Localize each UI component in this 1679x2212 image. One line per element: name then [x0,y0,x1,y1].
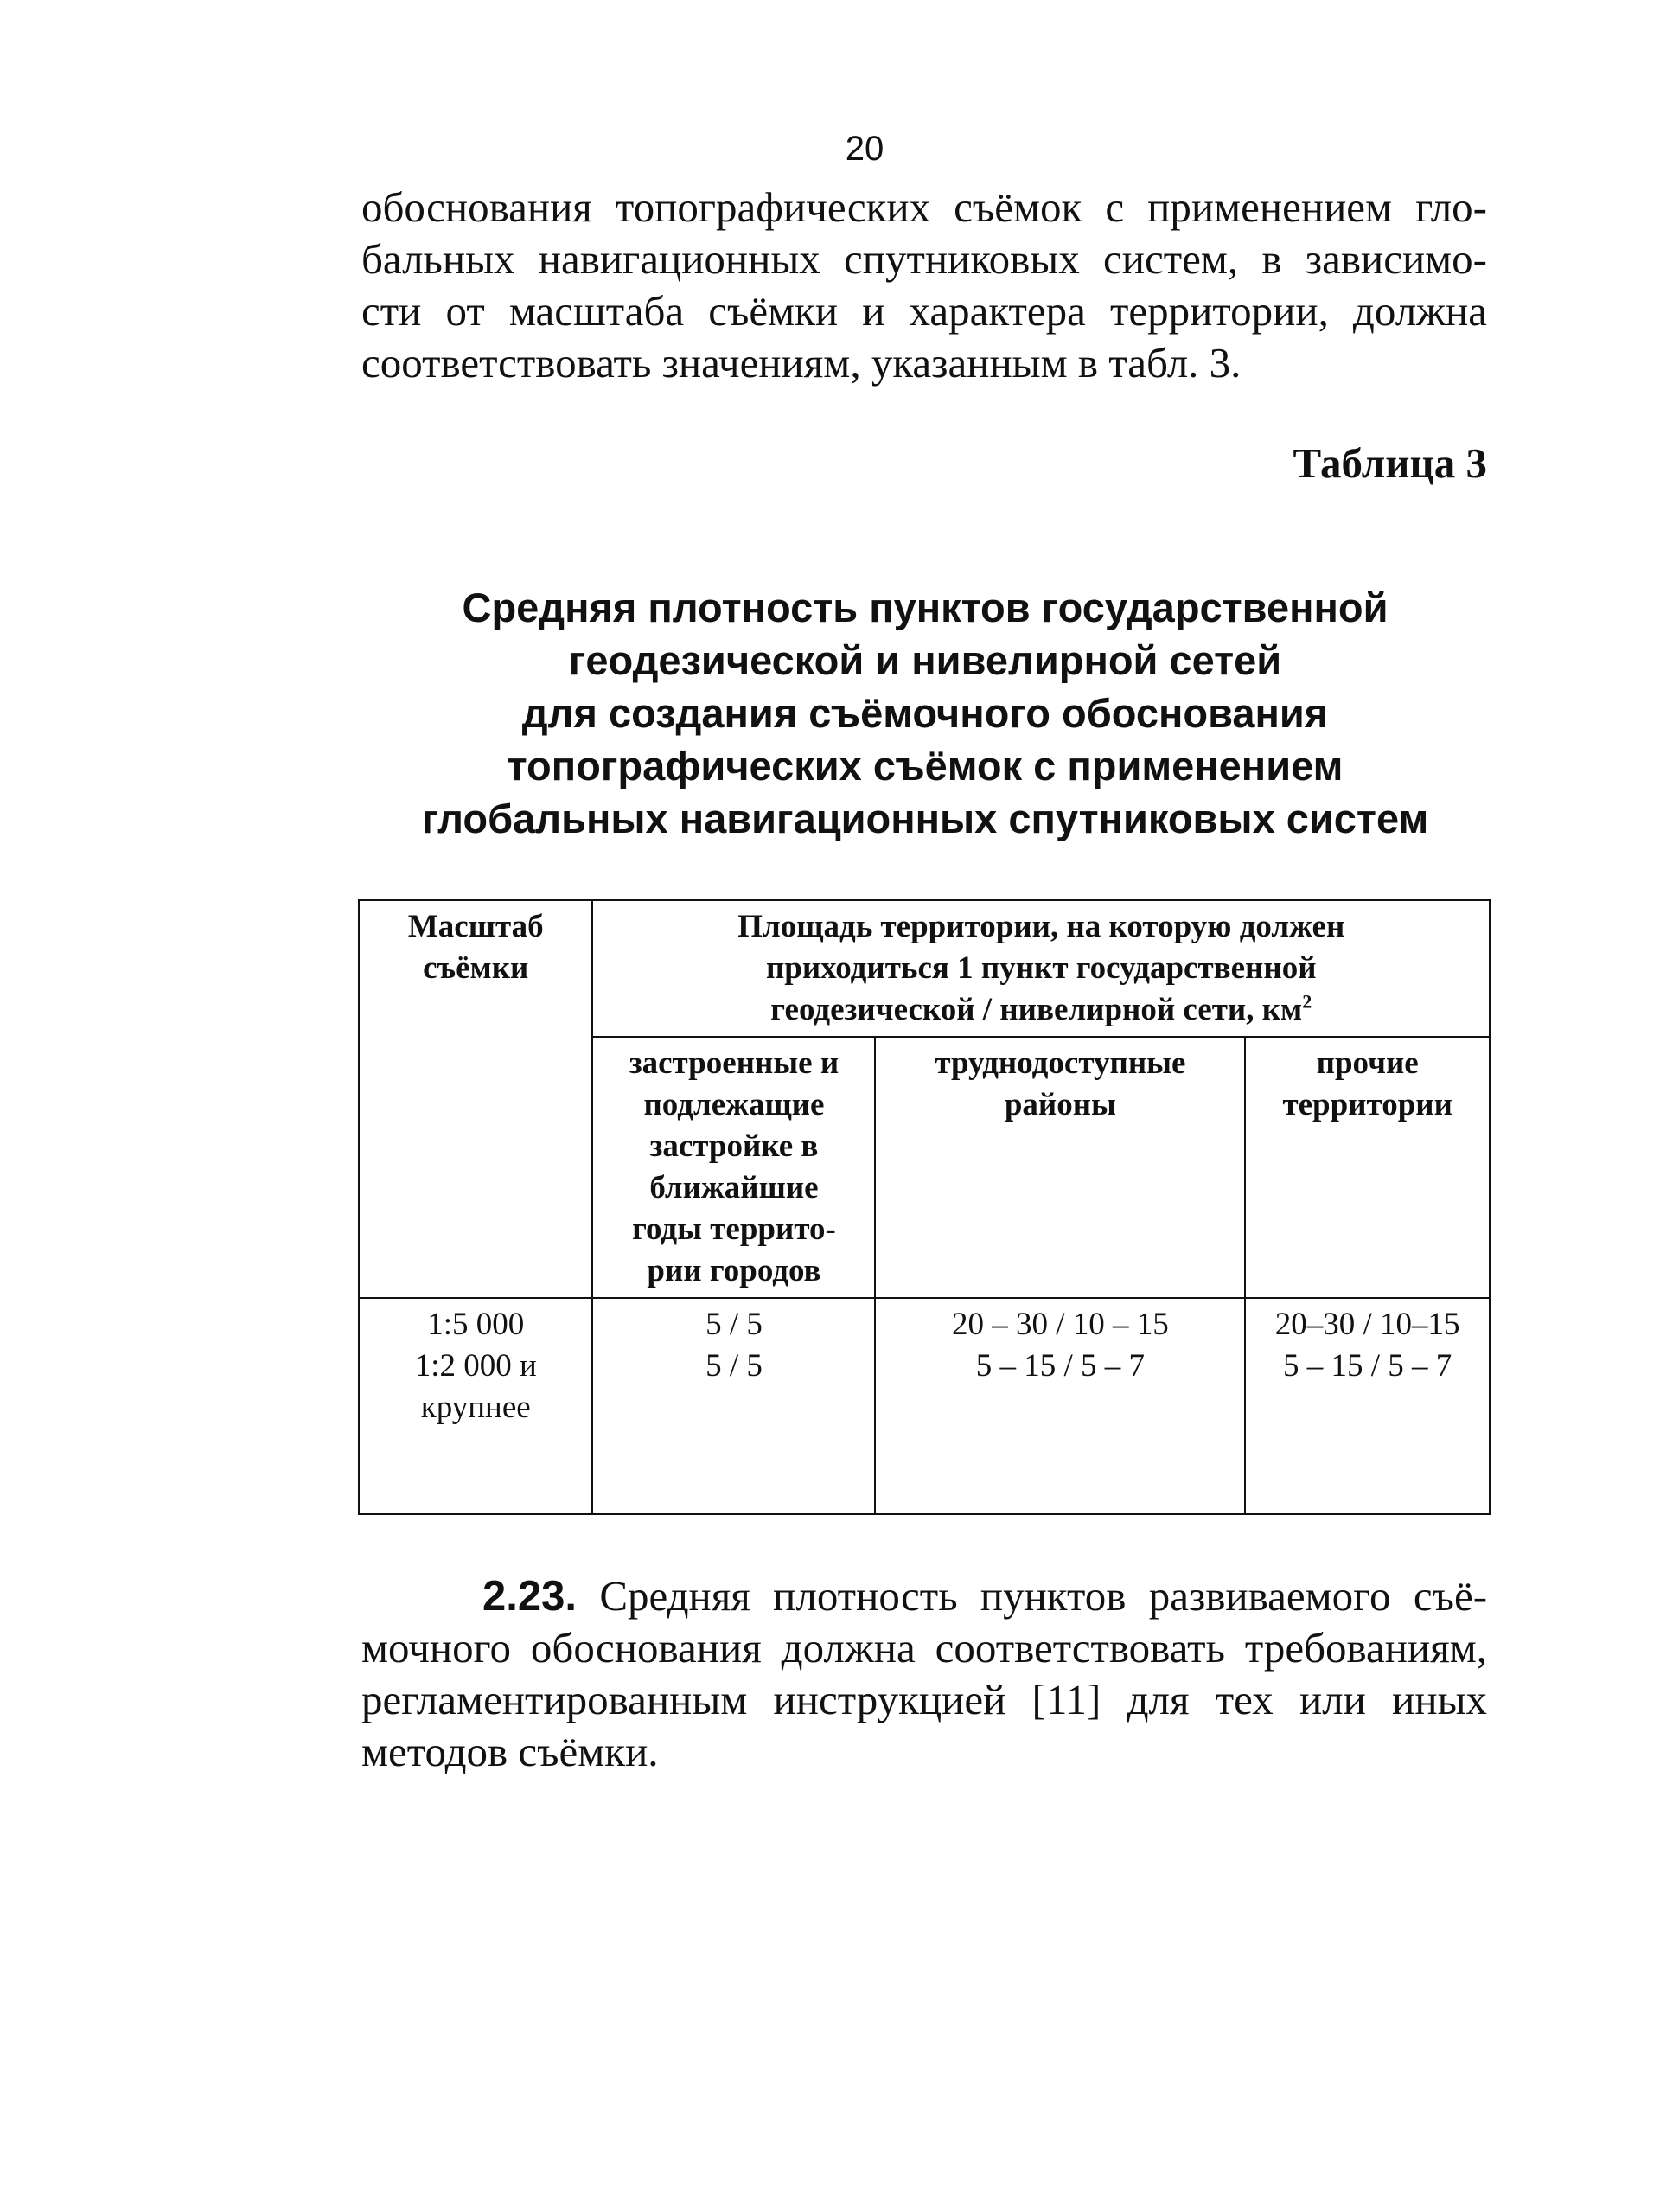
subheader-built-line: годы террито- [632,1211,836,1247]
table-title-line: для создания съёмочного обоснования [521,690,1329,736]
header-scale-line: Масштаб [407,909,544,944]
subheader-built-line: застройке в [649,1128,819,1164]
subheader-hard-line: районы [1004,1087,1116,1122]
subheader-other [1245,1037,1490,1298]
subheader-built-line: подлежащие [643,1087,825,1122]
subheader-hard [875,1037,1245,1298]
section-line [361,1570,1487,1622]
cell-hard-line: 20 – 30 / 10 – 15 [952,1307,1169,1342]
subheader-other-line: территории [1282,1087,1452,1122]
intro-paragraph [361,182,1487,389]
table-title-line: топографических съёмок с применением [507,743,1344,789]
table-header-row [359,900,1490,1037]
cell-other-line: 5 – 15 / 5 – 7 [1283,1348,1452,1384]
cell-scale-line: крупнее [420,1390,531,1425]
cell-hard-line: 5 – 15 / 5 – 7 [975,1348,1146,1384]
cell-other-line: 20–30 / 10–15 [1274,1307,1460,1342]
cell-built-line: 5 / 5 [705,1348,763,1384]
section-number: 2.23. [482,1573,577,1620]
section-line: мочного обоснования должна соответствовать требованиям, [361,1624,1487,1672]
subheader-built-line: застроенные и [629,1045,840,1081]
cell-built-line: 5 / 5 [705,1307,763,1342]
section-paragraph [361,1570,1487,1778]
cell-other [1245,1298,1490,1514]
section-line-text: Средняя плотность пунктов развиваемого съё- [599,1572,1488,1620]
intro-line: сти от масштаба съёмки и характера территории, должна [361,287,1487,335]
table-title [329,581,1522,845]
cell-scale [359,1298,592,1514]
table-row [359,1298,1490,1514]
subheader-hard-line: труднодоступные [935,1045,1186,1081]
table-caption: Таблица 3 [1293,439,1487,487]
page-number: 20 [845,130,884,168]
header-area-text: геодезической / нивелирной сети, км [770,992,1303,1027]
header-area-line: приходиться 1 пункт государственной [765,950,1317,986]
section-line: регламентированным инструкцией [11] для тех или иных [361,1676,1487,1723]
cell-scale-line: 1:2 000 и [414,1348,537,1384]
table-title-line: глобальных навигационных спутниковых систем [421,796,1429,841]
header-area-sup: 2 [1302,990,1312,1013]
table-title-line: геодезической и нивелирной сетей [568,637,1282,683]
subheader-built-line: рии городов [647,1253,821,1288]
intro-line: обоснования топографических съёмок с применением гло- [361,183,1487,231]
header-scale [359,900,592,1298]
cell-scale-line: 1:5 000 [427,1307,525,1342]
subheader-built-line: ближайшие [649,1170,819,1205]
section-line: методов съёмки. [361,1728,659,1775]
intro-line: бальных навигационных спутниковых систем, в зависимо- [361,235,1487,283]
subheader-built [592,1037,875,1298]
intro-line: соответствовать значениям, указанным в табл. 3. [361,339,1242,387]
subheader-other-line: прочие [1316,1045,1419,1081]
header-area-line [600,989,1482,1031]
header-scale-line: съёмки [423,950,529,986]
cell-hard [875,1298,1245,1514]
header-area [592,900,1490,1037]
density-table [358,899,1491,1515]
cell-built [592,1298,875,1514]
header-area-line: Площадь территории, на которую должен [737,909,1345,944]
table-title-line: Средняя плотность пунктов государственной [462,585,1389,630]
